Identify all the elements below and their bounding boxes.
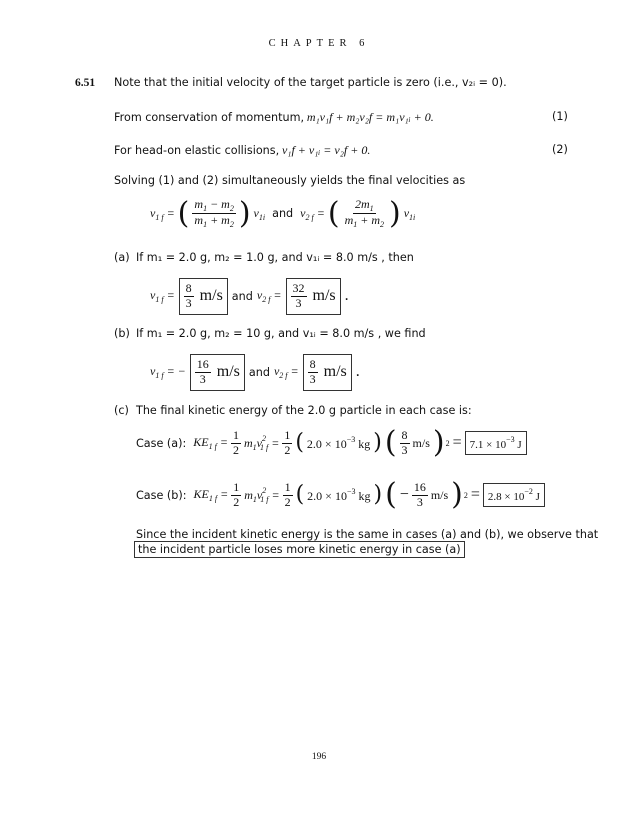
part-b-given: If m₁ = 2.0 g, m₂ = 10 g, and v₁ᵢ = 8.0 m/s , we find xyxy=(136,327,426,340)
equation-2: v₁f + v₁ᵢ = v₂f + 0. xyxy=(281,143,371,157)
equation-2-label: (2) xyxy=(552,143,568,156)
solving-line: Solving (1) and (2) simultaneously yields the final velocities as xyxy=(114,174,466,187)
part-a-label: (a) xyxy=(114,251,130,264)
general-solution: $v_{1 f}$ = ( $\frac{m_1 - m_2}{m_1 + m_2}$ ) $v_{1i}$ and $v_{2 f}$ = ( $\frac{2m_1}{m_1 + m_2}$ ) $v_{1i}$ xyxy=(150,195,416,231)
elastic-text: For head-on elastic collisions, xyxy=(114,144,280,157)
part-a-v2f-box: $\frac{32}{3}$ m/s xyxy=(286,278,341,315)
part-a-results: $v_{1 f}$ = $\frac{8}{3}$ m/s and $v_{2 f}$ = $\frac{32}{3}$ m/s . xyxy=(150,278,349,315)
part-c-label: (c) xyxy=(114,404,129,417)
case-a-result-box: $7.1 \times 10^{-3}$ J xyxy=(465,431,527,455)
equation-1-label: (1) xyxy=(552,110,568,123)
case-b-line: Case (b): $KE_{1 f}$ = $\frac{1}{2}$ $m_1v^2_{1 f}$ = $\frac{1}{2}$ ( $2.0 \times 10^{-3}$ kg ) ( − $\frac{16}{3}$ m/s ) 2 = $2.8 \times 10^{-2}$ J xyxy=(136,480,545,510)
momentum-text: From conservation of momentum, xyxy=(114,111,305,124)
page-number: 196 xyxy=(311,752,327,762)
conclusion-line-1: Since the incident kinetic energy is the same in cases (a) and (b), we observe that xyxy=(136,528,599,541)
part-b-label: (b) xyxy=(114,327,130,340)
chapter-header: CHAPTER 6 xyxy=(268,38,370,49)
intro-line xyxy=(114,76,507,89)
case-b-result-box: $2.8 \times 10^{-2}$ J xyxy=(483,483,545,507)
part-a-v1f-box: $\frac{8}{3}$ m/s xyxy=(179,278,228,315)
momentum-line xyxy=(114,110,434,125)
part-b-v2f-box: $\frac{8}{3}$ m/s xyxy=(303,354,352,391)
problem-number: 6.51 xyxy=(75,77,96,89)
equation-1: m₁v₁f + m₂v₂f = m₁v₁ᵢ + 0. xyxy=(306,110,434,124)
part-a-given: If m₁ = 2.0 g, m₂ = 1.0 g, and v₁ᵢ = 8.0 m/s , then xyxy=(136,251,414,264)
part-b-v1f-box: $\frac{16}{3}$ m/s xyxy=(190,354,245,391)
part-c-text: The final kinetic energy of the 2.0 g particle in each case is: xyxy=(136,404,472,417)
case-a-line: Case (a): $KE_{1 f}$ = $\frac{1}{2}$ $m_1v^2_{1 f}$ = $\frac{1}{2}$ ( $2.0 \times 10^{-3}$ kg ) ( $\frac{8}{3}$ m/s ) 2 = $7.1 \times 10^{-3}$ J xyxy=(136,428,527,458)
intro-text: Note that the initial velocity of the target particle is zero (i.e., v₂ᵢ = 0). xyxy=(114,76,507,89)
elastic-line xyxy=(114,143,370,158)
part-b-results: $v_{1 f}$ = − $\frac{16}{3}$ m/s and $v_{2 f}$ = $\frac{8}{3}$ m/s . xyxy=(150,354,360,391)
conclusion-box: the incident particle loses more kinetic energy in case (a) xyxy=(134,541,465,558)
